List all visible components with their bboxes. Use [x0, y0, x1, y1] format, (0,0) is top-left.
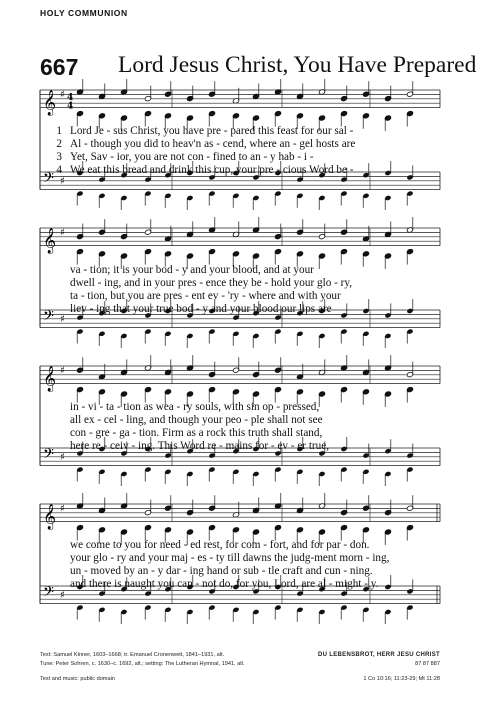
lyric-line: Al - though you did to heav'n as - cend, where an - gel hosts are: [70, 138, 356, 150]
verse-number: 3: [56, 151, 62, 163]
lyric-line: ta - tion, but you are pres - ent ev - 'ry - where and with your: [70, 290, 341, 302]
treble-clef-icon: 𝄞: [43, 504, 57, 530]
svg-text:4: 4: [67, 101, 74, 112]
lyric-line: Yet, Sav - ior, you are not con - fined to an - y hab - i -: [70, 151, 314, 163]
bass-clef-icon: 𝄢: [43, 446, 54, 467]
hymn-title: Lord Jesus Christ, You Have Prepared: [118, 52, 477, 78]
lyric-line: va - tion; it is your bod - y and your blood, and at your: [70, 264, 314, 276]
treble-clef-icon: 𝄞: [43, 90, 57, 116]
lyric-line: we come to you for need - ed rest, for com - fort, and for par - don.: [70, 539, 370, 551]
lyric-line: Lord Je - sus Christ, you have pre - pared this feast for our sal -: [70, 125, 354, 137]
lyric-line: your glo - ry and your maj - es - ty till dawns the judg-ment morn - ing,: [70, 552, 390, 564]
lyric-line: all ex - cel - ling, and though your peo - ple shall not see: [70, 414, 323, 426]
lyric-line: and there is naught you can - not do, for you, Lord, are al - might - y.: [70, 578, 379, 590]
sharp-icon: ♯: [60, 227, 65, 239]
verse-number: 2: [56, 138, 62, 150]
lyric-line: here re - ceiv - ing. This Word re - mains for - ev - er true,: [70, 440, 330, 452]
tune-credit: Tune: Peter Sohren, c. 1630–c. 1692, alt.; setting: The Lutheran Hymnal, 1941, alt.: [40, 661, 245, 667]
verse-number: 1: [56, 125, 62, 137]
rights-notice: Text and music: public domain: [40, 676, 115, 682]
text-credit: Text: Samuel Kinner, 1603–1668; tr. Emanuel Cronenwett, 1841–1931, alt.: [40, 652, 225, 658]
lyric-line: dwell - ing, and in your pres - ence they be - hold your glo - ry,: [70, 277, 352, 289]
sharp-icon: ♯: [60, 89, 65, 101]
sharp-icon: ♯: [60, 365, 65, 377]
bass-clef-icon: 𝄢: [43, 584, 54, 605]
verse-number: 4: [56, 164, 62, 176]
credits: [40, 652, 440, 692]
lyric-line: We eat this bread and drink this cup, your pre - cious Word be -: [70, 164, 354, 176]
treble-clef-icon: 𝄞: [43, 366, 57, 392]
treble-clef-icon: 𝄞: [43, 228, 57, 254]
lyric-line: con - gre - ga - tion. Firm as a rock this truth shall stand,: [70, 427, 323, 439]
lyric-line: liev - ing that your true bod - y and your blood our lips are: [70, 303, 332, 315]
lyric-line: un - moved by an - y dar - ing hand or sub - tle craft and cun - ning.: [70, 565, 373, 577]
sharp-icon: ♯: [60, 451, 65, 463]
lyric-line: in - vi - ta - tion as wea - ry souls, with sin op - pressed,: [70, 401, 320, 413]
hymn-number: 667: [40, 54, 79, 80]
bass-clef-icon: 𝄢: [43, 170, 54, 191]
scripture-references: 1 Co 10:16; 11:23-29; Mt 11:28: [363, 676, 440, 682]
sharp-icon: ♯: [60, 503, 65, 515]
time-signature-icon: 4: [67, 92, 74, 103]
treble-staff: [40, 366, 440, 384]
tune-name: DU LEBENSBROT, HERR JESU CHRIST: [318, 652, 440, 658]
sharp-icon: ♯: [60, 175, 65, 187]
sharp-icon: ♯: [60, 313, 65, 325]
bass-clef-icon: 𝄢: [43, 308, 54, 329]
sharp-icon: ♯: [60, 589, 65, 601]
meter: 87 87 887: [415, 661, 440, 667]
section-heading: HOLY COMMUNION: [40, 8, 128, 18]
